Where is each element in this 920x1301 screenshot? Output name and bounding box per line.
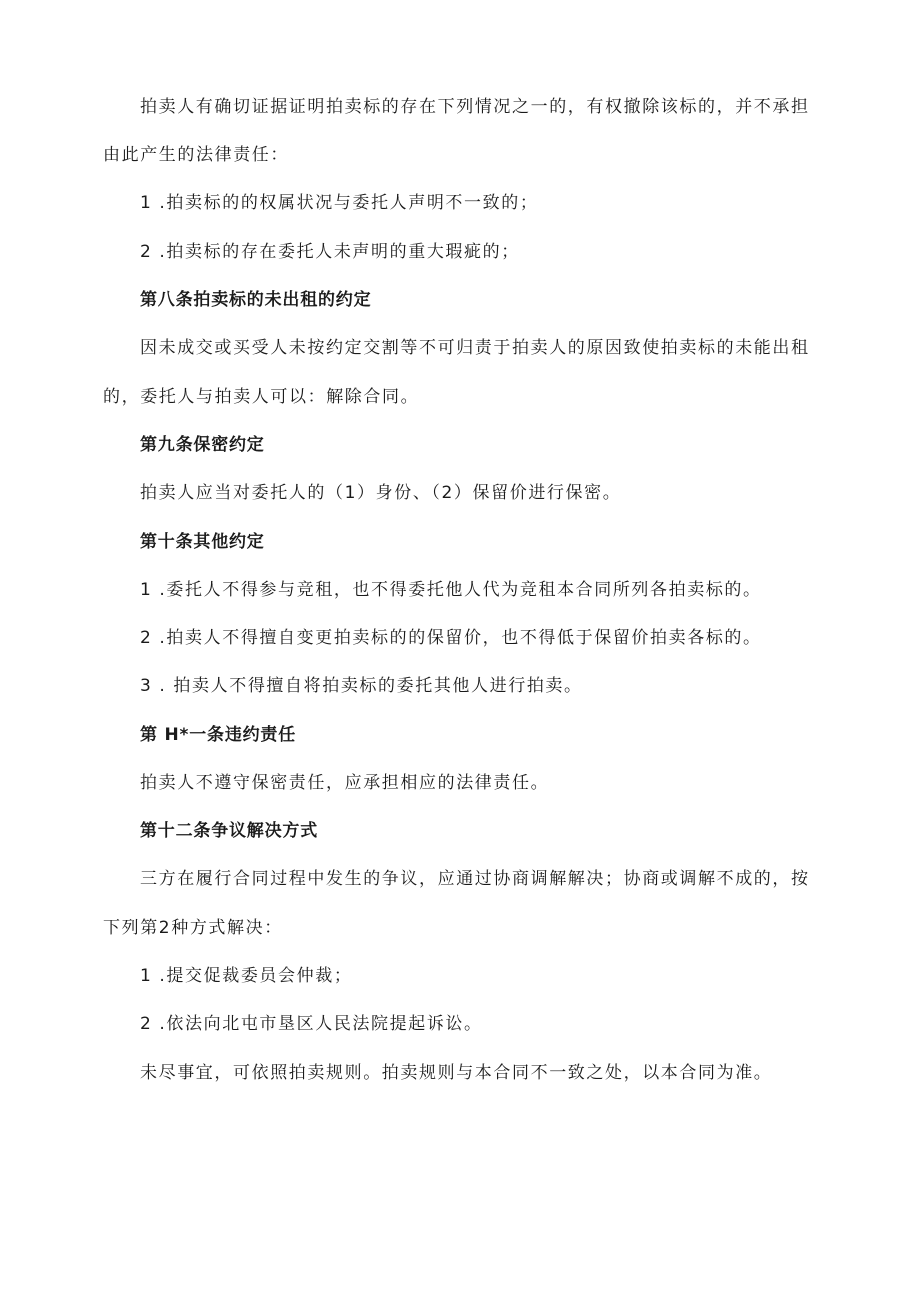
list-item: 3 . 拍卖人不得擅自将拍卖标的委托其他人进行拍卖。 (140, 676, 583, 696)
list-item: 2 .依法向北屯市垦区人民法院提起诉讼。 (140, 1014, 483, 1034)
section-heading: 第 H*一条违约责任 (140, 725, 297, 745)
paragraph-line: 拍卖人应当对委托人的（1）身份、（2）保留价进行保密。 (140, 483, 622, 503)
section-heading: 第八条拍卖标的未出租的约定 (140, 290, 372, 310)
paragraph-line: 拍卖人不遵守保密责任，应承担相应的法律责任。 (140, 773, 550, 793)
paragraph-line: 三方在履行合同过程中发生的争议，应通过协商调解解决；协商或调解不成的，按 (140, 869, 810, 889)
list-item: 1 .提交促裁委员会仲裁； (140, 966, 353, 986)
section-heading: 第九条保密约定 (140, 435, 265, 455)
paragraph-line: 未尽事宜，可依照拍卖规则。拍卖规则与本合同不一致之处，以本合同为准。 (140, 1063, 773, 1083)
section-heading: 第十条其他约定 (140, 532, 265, 552)
section-heading: 第十二条争议解决方式 (140, 821, 318, 841)
paragraph-line: 的，委托人与拍卖人可以：解除合同。 (103, 387, 420, 407)
list-item: 1 .拍卖标的的权属状况与委托人声明不一致的； (140, 193, 539, 213)
paragraph-line: 因未成交或买受人未按约定交割等不可归责于拍卖人的原因致使拍卖标的未能出租 (140, 338, 810, 358)
list-item: 2 .拍卖人不得擅自变更拍卖标的的保留价，也不得低于保留价拍卖各标的。 (140, 628, 762, 648)
list-item: 1 .委托人不得参与竞租，也不得委托他人代为竞租本合同所列各拍卖标的。 (140, 580, 762, 600)
paragraph-line: 由此产生的法律责任： (103, 145, 289, 165)
paragraph-line: 拍卖人有确切证据证明拍卖标的存在下列情况之一的，有权撤除该标的，并不承担 (140, 97, 810, 117)
paragraph-line: 下列第2种方式解决： (103, 918, 283, 938)
list-item: 2 .拍卖标的存在委托人未声明的重大瑕疵的； (140, 242, 520, 262)
